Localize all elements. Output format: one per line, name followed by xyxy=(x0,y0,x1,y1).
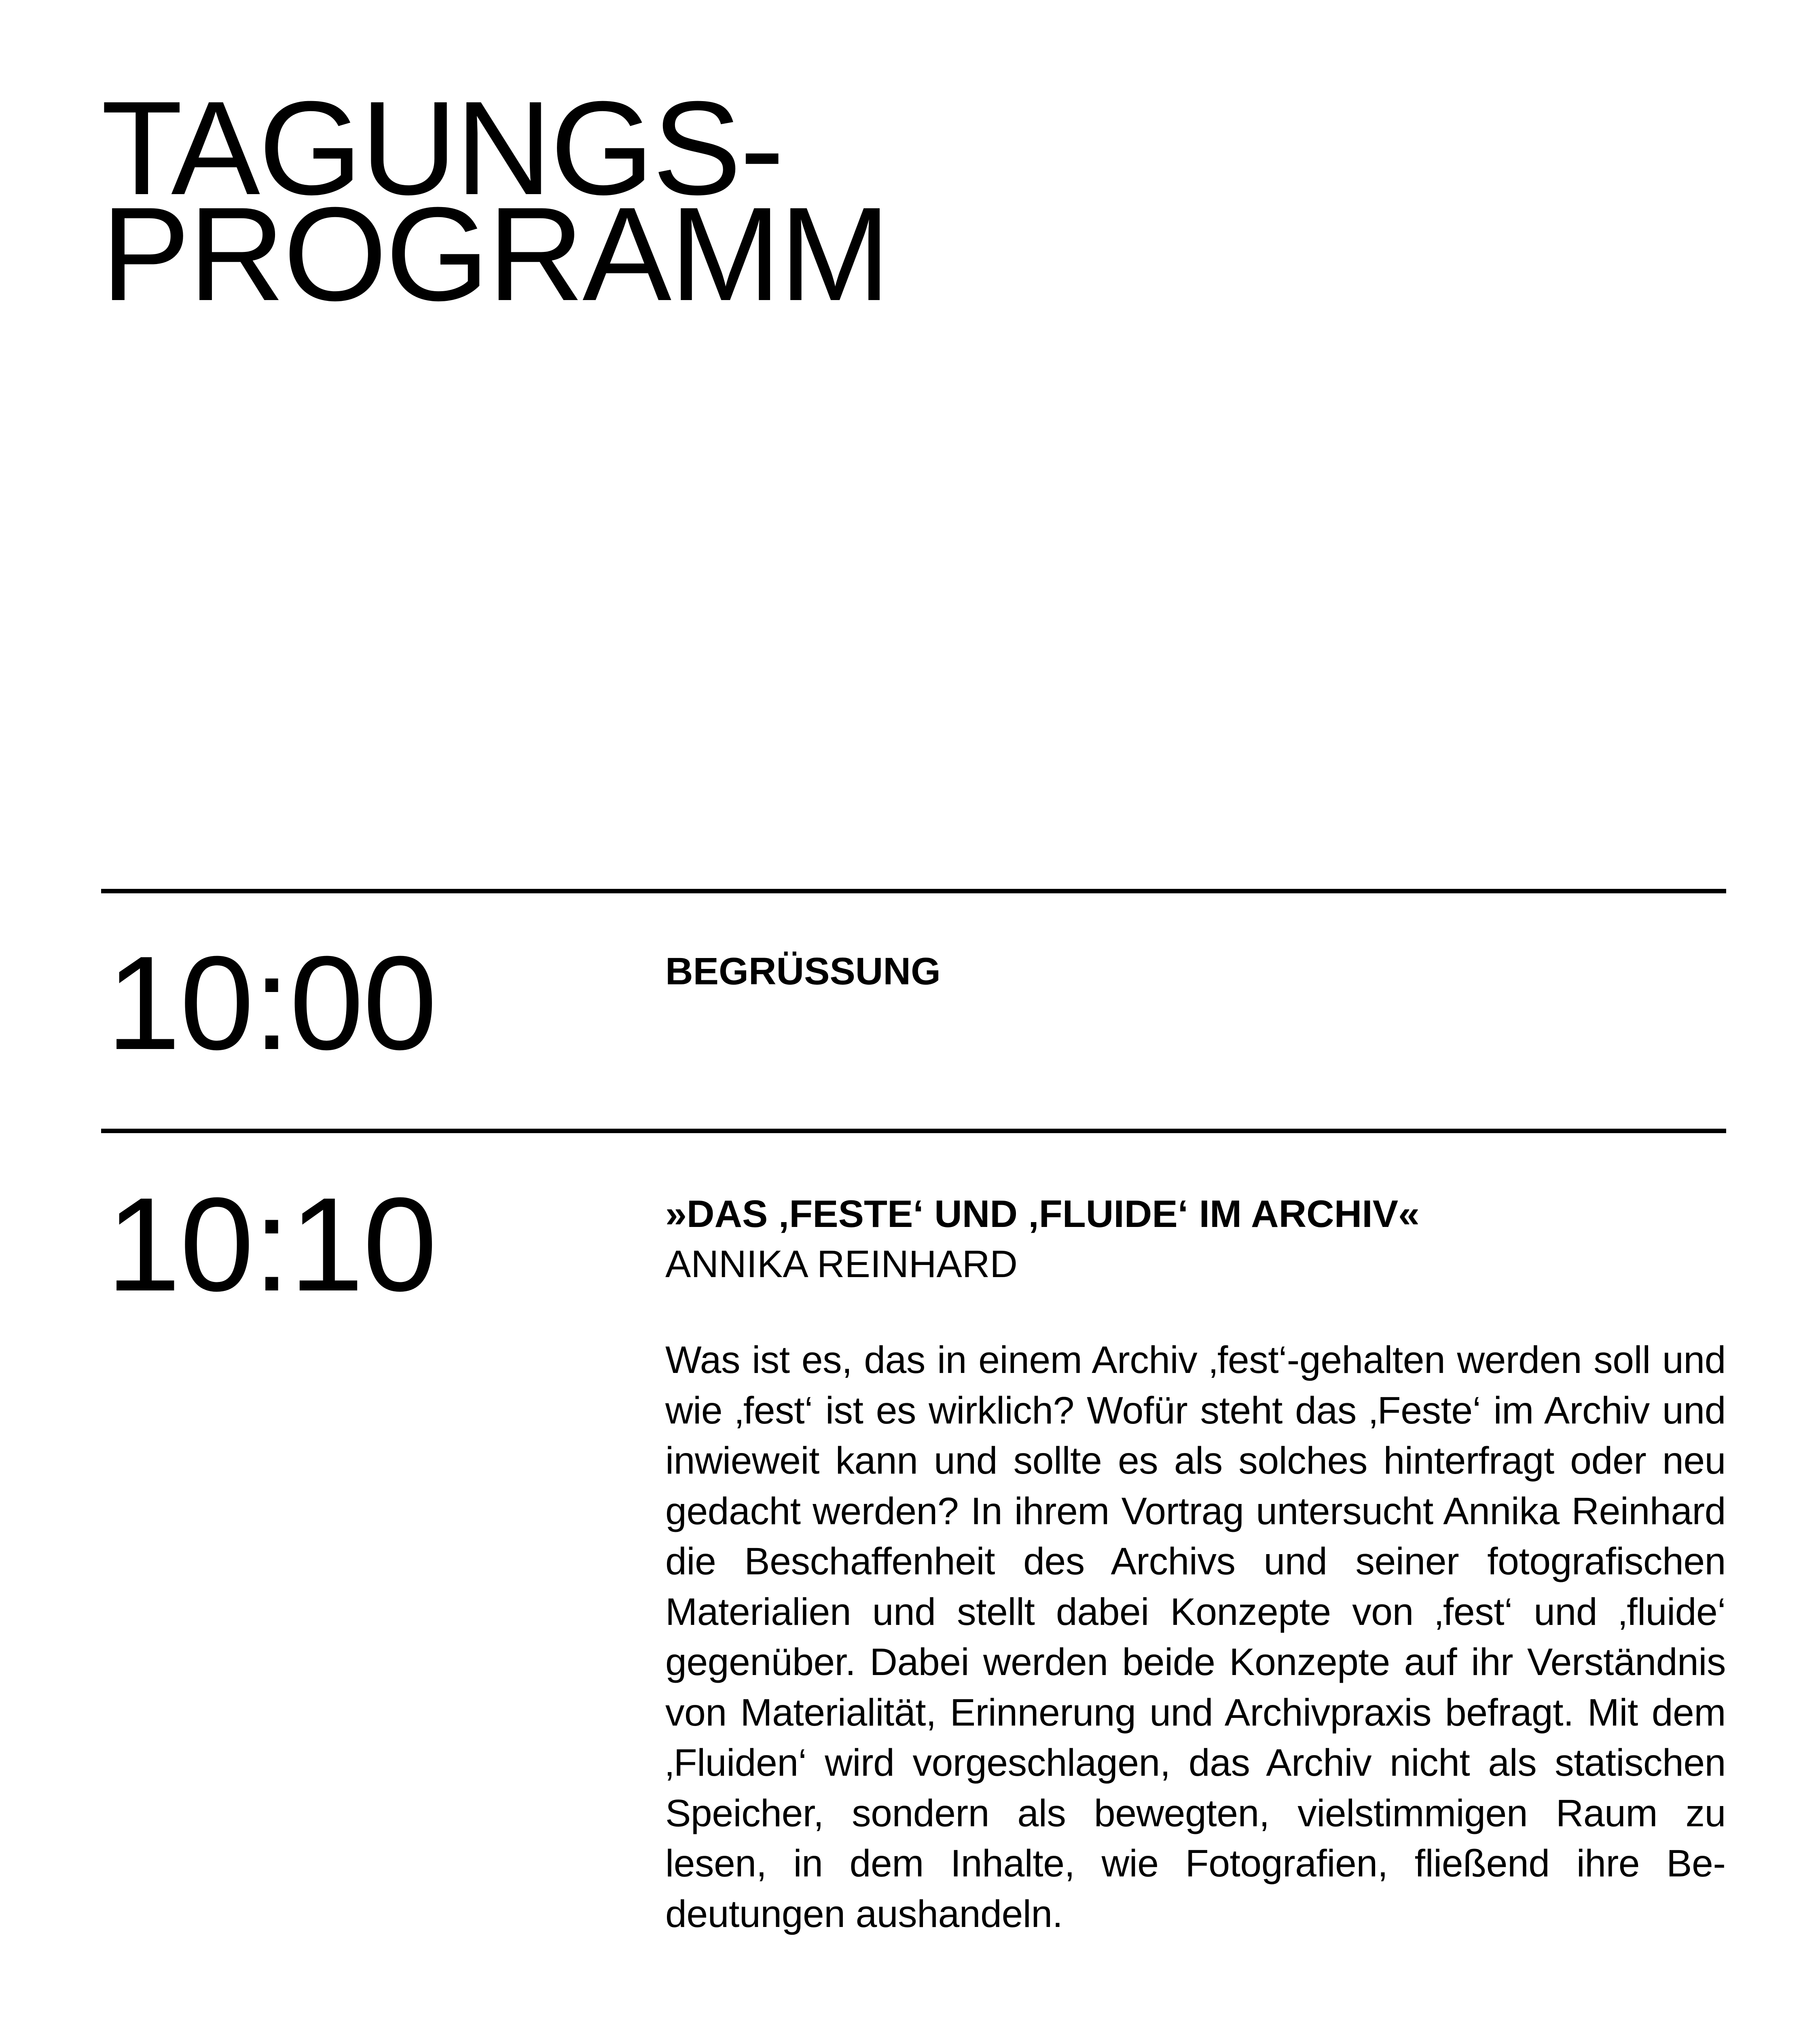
session-title: BEGRÜSSUNG xyxy=(665,950,941,993)
session-details xyxy=(665,946,1726,996)
session-time: 10:00 xyxy=(106,928,436,1077)
session-title: »DAS ‚FESTE‘ UND ‚FLUIDE‘ IM ARCHIV« xyxy=(665,1193,1420,1235)
page-title-line-2: PROGRAMM xyxy=(101,179,889,328)
page-title-line-1: TAGUNGS- xyxy=(101,73,783,222)
session-time: 10:10 xyxy=(106,1170,436,1319)
page-title xyxy=(101,73,889,328)
session-abstract: Was ist es, das in einem Archiv ‚fest‘-gehalten werden soll und wie ‚fest‘ ist es wirklich? Wofür steht das ‚Feste‘ im Archiv und inwieweit kann und sollte es als solches hinterfragt oder neu gedacht werden? In ihrem Vortrag untersucht Annika Reinhard die Beschaffenheit des Archivs und seiner fotografischen Materialien und stellt dabei Konzepte von ‚fest‘ und ‚fluide‘ gegenüber. Dabei werden beide Konzepte auf ihr Verständnis von Materialität, Erinnerung und Archivpraxis befragt. Mit dem ‚Fluiden‘ wird vorgeschlagen, das Archiv nicht als statischen Speicher, sondern als bewegten, vielstimmigen Raum zu lesen, in dem Inhalte, wie Fotografien, fließend ihre Bedeutungen aushandeln. xyxy=(665,1339,1726,1935)
divider xyxy=(101,889,1726,893)
speaker-name: ANNIKA REINHARD xyxy=(665,1243,1018,1286)
session-details xyxy=(665,1189,1726,1939)
divider xyxy=(101,1129,1726,1133)
